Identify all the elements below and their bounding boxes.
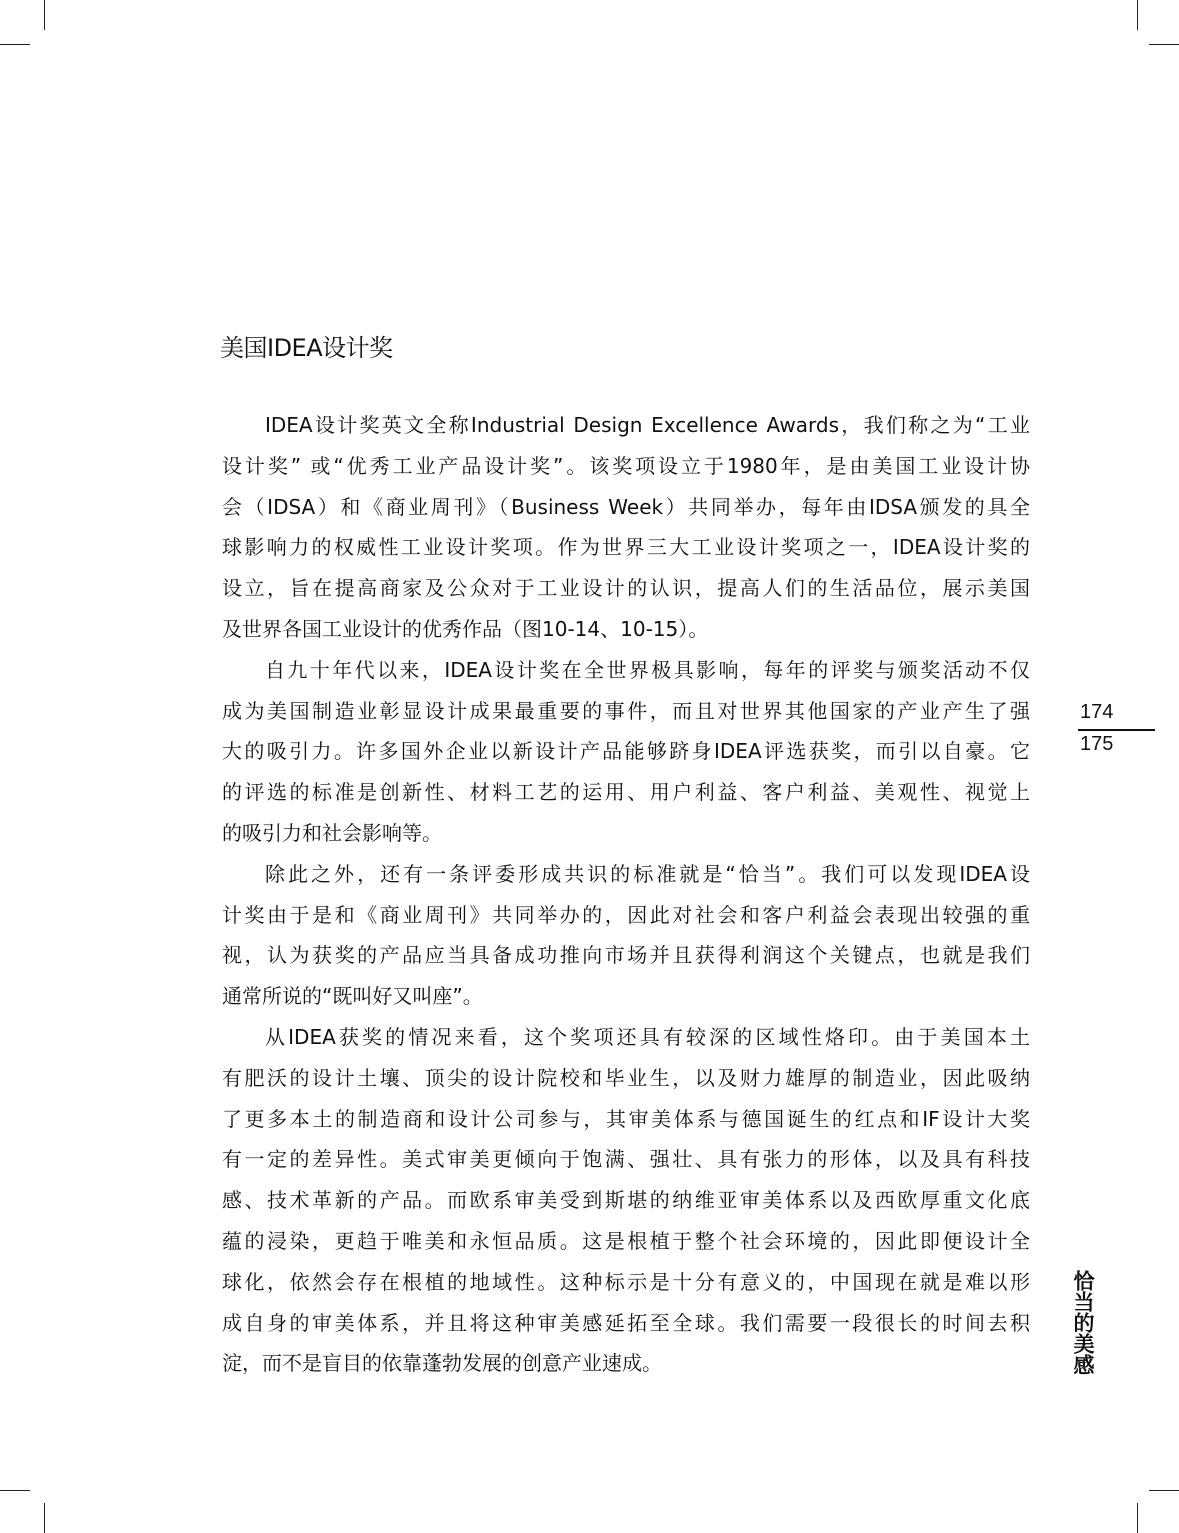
page-number-divider: [1078, 729, 1155, 731]
paragraph-line: 会（IDSA）和《商业周刊》（Business Week）共同举办，每年由IDSA颁发的具全: [222, 494, 1030, 519]
paragraph-line: 成为美国制造业彰显设计成果最重要的事件，而且对世界其他国家的产业产生了强: [222, 698, 1030, 723]
page-number-left: 174: [1080, 701, 1114, 723]
crop-mark: [44, 0, 45, 30]
paragraph-line: 蕴的浸染，更趋于唯美和永恒品质。这是根植于整个社会环境的，因此即便设计全: [222, 1228, 1030, 1253]
paragraph-line: 球化，依然会存在根植的地域性。这种标示是十分有意义的，中国现在就是难以形: [222, 1269, 1030, 1294]
paragraph-line: 的吸引力和社会影响等。: [222, 820, 442, 845]
paragraph-line: 淀，而不是盲目的依靠蓬勃发展的创意产业速成。: [222, 1351, 662, 1376]
crop-mark: [1137, 1503, 1138, 1533]
paragraph-line: 了更多本土的制造商和设计公司参与，其审美体系与德国诞生的红点和IF设计大奖: [222, 1106, 1030, 1131]
crop-mark: [0, 1490, 30, 1491]
paragraph-line: 计奖由于是和《商业周刊》共同举办的，因此对社会和客户利益会表现出较强的重: [222, 902, 1030, 927]
paragraph-line: 大的吸引力。许多国外企业以新设计产品能够跻身IDEA评选获奖，而引以自豪。它: [222, 739, 1030, 764]
paragraph-line: 视，认为获奖的产品应当具备成功推向市场并且获得利润这个关键点，也就是我们: [222, 943, 1030, 968]
paragraph-line: 有一定的差异性。美式审美更倾向于饱满、强壮、具有张力的形体，以及具有科技: [222, 1147, 1030, 1172]
paragraph-line: 及世界各国工业设计的优秀作品（图10-14、10-15）。: [222, 616, 709, 641]
paragraph-line: 除此之外，还有一条评委形成共识的标准就是“恰当”。我们可以发现IDEA设: [265, 861, 1030, 886]
crop-mark: [44, 1503, 45, 1533]
paragraph-line: 成自身的审美体系，并且将这种审美感延拓至全球。我们需要一段很长的时间去积: [222, 1310, 1030, 1335]
crop-mark: [1149, 1490, 1179, 1491]
crop-mark: [1137, 0, 1138, 30]
body-text: [222, 405, 1030, 1384]
paragraph-line: 有肥沃的设计土壤、顶尖的设计院校和毕业生，以及财力雄厚的制造业，因此吸纳: [222, 1065, 1030, 1090]
paragraph-line: 的评选的标准是创新性、材料工艺的运用、用户利益、客户利益、美观性、视觉上: [222, 780, 1030, 805]
paragraph-line: 设计奖” 或“优秀工业产品设计奖”。该奖项设立于1980年，是由美国工业设计协: [222, 453, 1030, 478]
crop-mark: [1149, 44, 1179, 45]
crop-mark: [0, 44, 30, 45]
paragraph-line: 通常所说的“既叫好又叫座”。: [222, 984, 483, 1009]
paragraph-line: 设立，旨在提高商家及公众对于工业设计的认识，提高人们的生活品位，展示美国: [222, 576, 1030, 601]
paragraph-line: 自九十年代以来，IDEA设计奖在全世界极具影响，每年的评奖与颁奖活动不仅: [265, 657, 1030, 682]
page-number-right: 175: [1080, 733, 1114, 755]
chapter-title: 恰当的美感: [1071, 1270, 1095, 1375]
paragraph-line: 从IDEA获奖的情况来看，这个奖项还具有较深的区域性烙印。由于美国本土: [265, 1024, 1030, 1049]
paragraph-line: 感、技术革新的产品。而欧系审美受到斯堪的纳维亚审美体系以及西欧厚重文化底: [222, 1188, 1030, 1213]
paragraph-line: IDEA设计奖英文全称Industrial Design Excellence Awards，我们称之为“工业: [265, 413, 1030, 437]
paragraph-line: 球影响力的权威性工业设计奖项。作为世界三大工业设计奖项之一，IDEA设计奖的: [222, 535, 1030, 560]
section-heading: 美国IDEA设计奖: [220, 334, 393, 362]
